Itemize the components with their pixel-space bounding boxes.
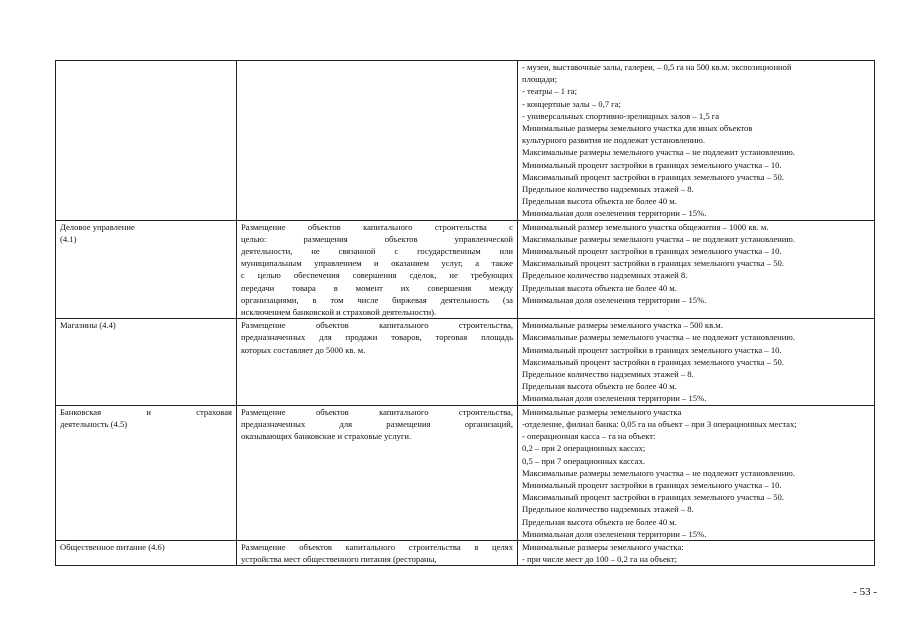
cell-text-line: - универсальных спортивно-зрелищных залов – 1,5 га xyxy=(522,110,720,121)
cell-text-line: Минимальные размеры земельного участка xyxy=(522,406,682,417)
cell-text-line: Минимальная доля озеленения территории – 15%. xyxy=(522,294,707,305)
cell-text-line: Минимальный процент застройки в границах земельного участка – 10. xyxy=(522,246,782,257)
description-cell xyxy=(237,220,518,319)
cell-text-line: - при числе мест до 100 – 0,2 га на объект; xyxy=(522,554,677,565)
cell-text-line: Максимальный процент застройки в границах земельного участка – 50. xyxy=(522,356,784,367)
cell-text-line: Размещение объектов капитального строительства, xyxy=(241,406,513,417)
cell-text-line: 0,5 – при 7 операционных кассах. xyxy=(522,455,646,466)
description-cell xyxy=(237,540,518,565)
use-type-cell xyxy=(56,319,237,405)
cell-text-line: Минимальный процент застройки в границах земельного участка – 10. xyxy=(522,479,782,490)
cell-text-line: Минимальные размеры земельного участка – 500 кв.м. xyxy=(522,320,723,331)
cell-text-line: оказывающих банковские и страховые услуги. xyxy=(241,431,412,442)
table-row xyxy=(56,405,875,540)
cell-text-line: Общественное питание (4.6) xyxy=(60,541,165,552)
cell-text-line: -отделение, филиал банка: 0,05 га на объект – при 3 операционных местах; xyxy=(522,418,797,429)
cell-text-line: Минимальные размеры земельного участка: xyxy=(522,541,684,552)
cell-text-line: - концертные залы – 0,7 га; xyxy=(522,98,621,109)
cell-text-line: Предельное количество надземных этажей – 8. xyxy=(522,504,694,515)
cell-text-line: площади; xyxy=(522,74,557,85)
cell-text-line: муниципальным управлением и оказанием услуг, а также xyxy=(241,258,513,269)
cell-text-line: передачи товара в момент их совершения между xyxy=(241,282,513,293)
cell-text-line: Размещение объектов капитального строительства в целях xyxy=(241,541,513,552)
cell-text-line: Максимальный процент застройки в границах земельного участка – 50. xyxy=(522,492,784,503)
cell-text-line: Банковская и страховая xyxy=(60,406,232,417)
document-page xyxy=(55,60,873,566)
cell-text-line: предназначенных для размещения организаций, xyxy=(241,418,513,429)
cell-text-line: Максимальные размеры земельного участка – не подлежит установлению. xyxy=(522,467,795,478)
parameters-cell xyxy=(518,220,875,319)
description-cell xyxy=(237,319,518,405)
cell-text-line: Магазины (4.4) xyxy=(60,320,116,331)
parameters-cell xyxy=(518,405,875,540)
cell-text-line: Максимальный процент застройки в границах земельного участка – 50. xyxy=(522,258,784,269)
cell-text-line: организациями, в том числе биржевая деятельность (за xyxy=(241,294,513,305)
cell-text-line: Предельное количество надземных этажей 8. xyxy=(522,270,688,281)
cell-text-line: Минимальный процент застройки в границах земельного участка – 10. xyxy=(522,159,782,170)
cell-text-line: целью: размещения объектов управленческой xyxy=(241,233,513,244)
cell-text-line: Размещение объектов капитального строительства с xyxy=(241,221,513,232)
cell-text-line: Минимальная доля озеленения территории – 15%. xyxy=(522,208,707,219)
cell-text-line: Максимальный процент застройки в границах земельного участка – 50. xyxy=(522,171,784,182)
cell-text-line: Максимальные размеры земельного участка – не подлежит установлению. xyxy=(522,332,795,343)
cell-text-line: устройства мест общественного питания (рестораны, xyxy=(241,554,437,565)
cell-text-line: Деловое управление xyxy=(60,221,135,232)
table-row xyxy=(56,540,875,565)
cell-text-line: Минимальный процент застройки в границах земельного участка – 10. xyxy=(522,344,782,355)
table-row xyxy=(56,61,875,221)
use-type-cell xyxy=(56,61,237,221)
cell-text-line: Минимальный размер земельного участка общежития – 1000 кв. м. xyxy=(522,221,769,232)
cell-text-line: деятельности, не связанной с государственным или xyxy=(241,246,513,257)
cell-text-line: Минимальная доля озеленения территории – 15%. xyxy=(522,528,707,539)
cell-text-line: - театры – 1 га; xyxy=(522,86,577,97)
cell-text-line: Предельная высота объекта не более 40 м. xyxy=(522,381,677,392)
cell-text-line: - музеи, выставочные залы, галереи, – 0,5 га на 500 кв.м. экспозиционной xyxy=(522,62,792,72)
parameters-cell xyxy=(518,61,875,221)
cell-text-line: Максимальные размеры земельного участка – не подлежит установлению. xyxy=(522,233,795,244)
parameters-cell xyxy=(518,319,875,405)
cell-text-line: Предельное количество надземных этажей – 8. xyxy=(522,184,694,195)
description-cell xyxy=(237,61,518,221)
parameters-cell xyxy=(518,540,875,565)
zoning-table xyxy=(55,60,875,566)
table-row xyxy=(56,319,875,405)
cell-text-line: культурного развития не подлежат установлению. xyxy=(522,135,705,146)
cell-text-line: (4.1) xyxy=(60,233,77,244)
cell-text-line: с целью обеспечения совершения сделок, не требующих xyxy=(241,270,513,281)
cell-text-line: Размещение объектов капитального строительства, xyxy=(241,320,513,331)
page-number: - 53 - xyxy=(853,586,877,598)
cell-text-line: исключением банковской и страховой деятельности). xyxy=(241,307,437,318)
cell-text-line: Предельное количество надземных этажей – 8. xyxy=(522,369,694,380)
cell-text-line: Максимальные размеры земельного участка – не подлежит установлению. xyxy=(522,147,795,158)
cell-text-line: - операционная касса – га на объект: xyxy=(522,431,656,442)
cell-text-line: Предельная высота объекта не более 40 м. xyxy=(522,516,677,527)
cell-text-line: 0,2 – при 2 операционных кассах; xyxy=(522,443,646,454)
cell-text-line: деятельность (4.5) xyxy=(60,418,128,429)
cell-text-line: предназначенных для продажи товаров, торговая площадь xyxy=(241,332,513,343)
cell-text-line: Предельная высота объекта не более 40 м. xyxy=(522,282,677,293)
cell-text-line: Минимальные размеры земельного участка для иных объектов xyxy=(522,123,753,134)
cell-text-line: которых составляет до 5000 кв. м. xyxy=(241,344,366,355)
cell-text-line: Минимальная доля озеленения территории – 15%. xyxy=(522,393,707,404)
use-type-cell xyxy=(56,405,237,540)
table-row xyxy=(56,220,875,319)
use-type-cell xyxy=(56,220,237,319)
use-type-cell xyxy=(56,540,237,565)
cell-text-line: Предельная высота объекта не более 40 м. xyxy=(522,196,677,207)
description-cell xyxy=(237,405,518,540)
